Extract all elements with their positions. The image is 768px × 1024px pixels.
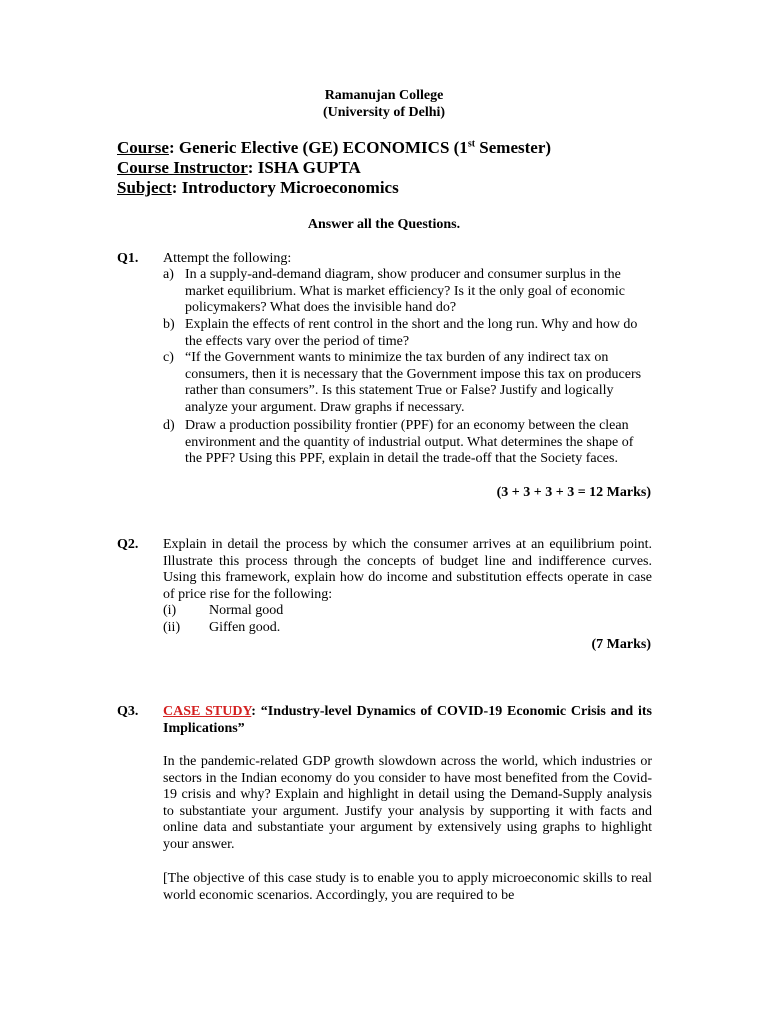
q3-paragraph-1: In the pandemic-related GDP growth slowdown across the world, which industries or sectors in the Indian economy do you consider to have most benefited from the Covid-19 crisis and why? Explain and highlight in detail using the Demand-Supply analysis to substantiate your argument. Justify your analysis by supporting it with facts and online data and substantiate your argument by extensively using graphs to highlight your answer. [163,754,652,852]
course-value-post: Semester) [475,138,552,157]
course-line [117,138,551,158]
course-sup: st [467,138,476,150]
q3-number: Q3. [117,704,139,719]
case-study-colon: : [251,704,261,719]
q1-item-a-label: a) [163,267,174,282]
subject-value: : Introductory Microeconomics [171,178,399,197]
q1-item-d-label: d) [163,418,175,433]
q3-paragraph-2: [The objective of this case study is to enable you to apply microeconomic skills to real world economic scenarios. Accordingly, you are required to be [163,871,652,903]
q2-item-ii-text: Giffen good. [209,620,281,635]
instructor-key: Course Instructor [117,158,248,177]
q1-number: Q1. [117,251,139,266]
q2-item-i-label: (i) [163,603,177,618]
instructor-line [117,158,361,178]
q1-item-c-label: c) [163,350,174,365]
q1-marks: (3 + 3 + 3 + 3 = 12 Marks) [496,485,651,500]
q1-item-a-text: In a supply-and-demand diagram, show producer and consumer surplus in the market equilibrium. What is market efficiency? Is it the only goal of economic policymakers? What does the invisible hand do? [185,267,625,316]
course-value: : Generic Elective (GE) ECONOMICS (1 [168,138,468,157]
college-name: Ramanujan College [324,88,444,103]
university-name: (University of Delhi) [322,105,446,120]
q1-item-d-text: Draw a production possibility frontier (PPF) for an economy between the clean environment and the quantity of industrial output. What determines the shape of the PPF? Using this PPF, explain in detail the trade-off that the Society faces. [185,418,634,467]
subject-key: Subject [117,178,172,197]
q2-item-i-text: Normal good [209,603,284,618]
subject-line [117,178,399,198]
q1-item-c-text: “If the Government wants to minimize the tax burden of any indirect tax on consumers, then it is necessary that the Government impose this tax on producers rather than consumers”. Is this statement True or False? Justify and logically analyze your argument. Draw graphs if necessary. [185,350,642,415]
case-study-label: CASE STUDY [163,704,252,719]
q2-text: Explain in detail the process by which the consumer arrives at an equilibrium point. Illustrate this process through the concepts of budget line and indifference curves. Using this framework, explain how do income and substitution effects operate in case of price rise for the following: [163,537,652,602]
q1-item-b-label: b) [163,317,175,332]
instructor-value: : ISHA GUPTA [247,158,361,177]
q2-item-ii-label: (ii) [163,620,181,635]
q1-item-b-text: Explain the effects of rent control in the short and the long run. Why and how do the effects vary over the period of time? [185,317,638,349]
q1-intro: Attempt the following: [163,251,292,266]
case-study-title: “Industry-level Dynamics of COVID-19 Economic Crisis and its Implications” [163,704,652,736]
instruction: Answer all the Questions. [307,217,461,232]
q2-number: Q2. [117,537,139,552]
q2-marks: (7 Marks) [591,637,651,652]
q3-heading [163,704,652,737]
course-key: Course [117,138,169,157]
